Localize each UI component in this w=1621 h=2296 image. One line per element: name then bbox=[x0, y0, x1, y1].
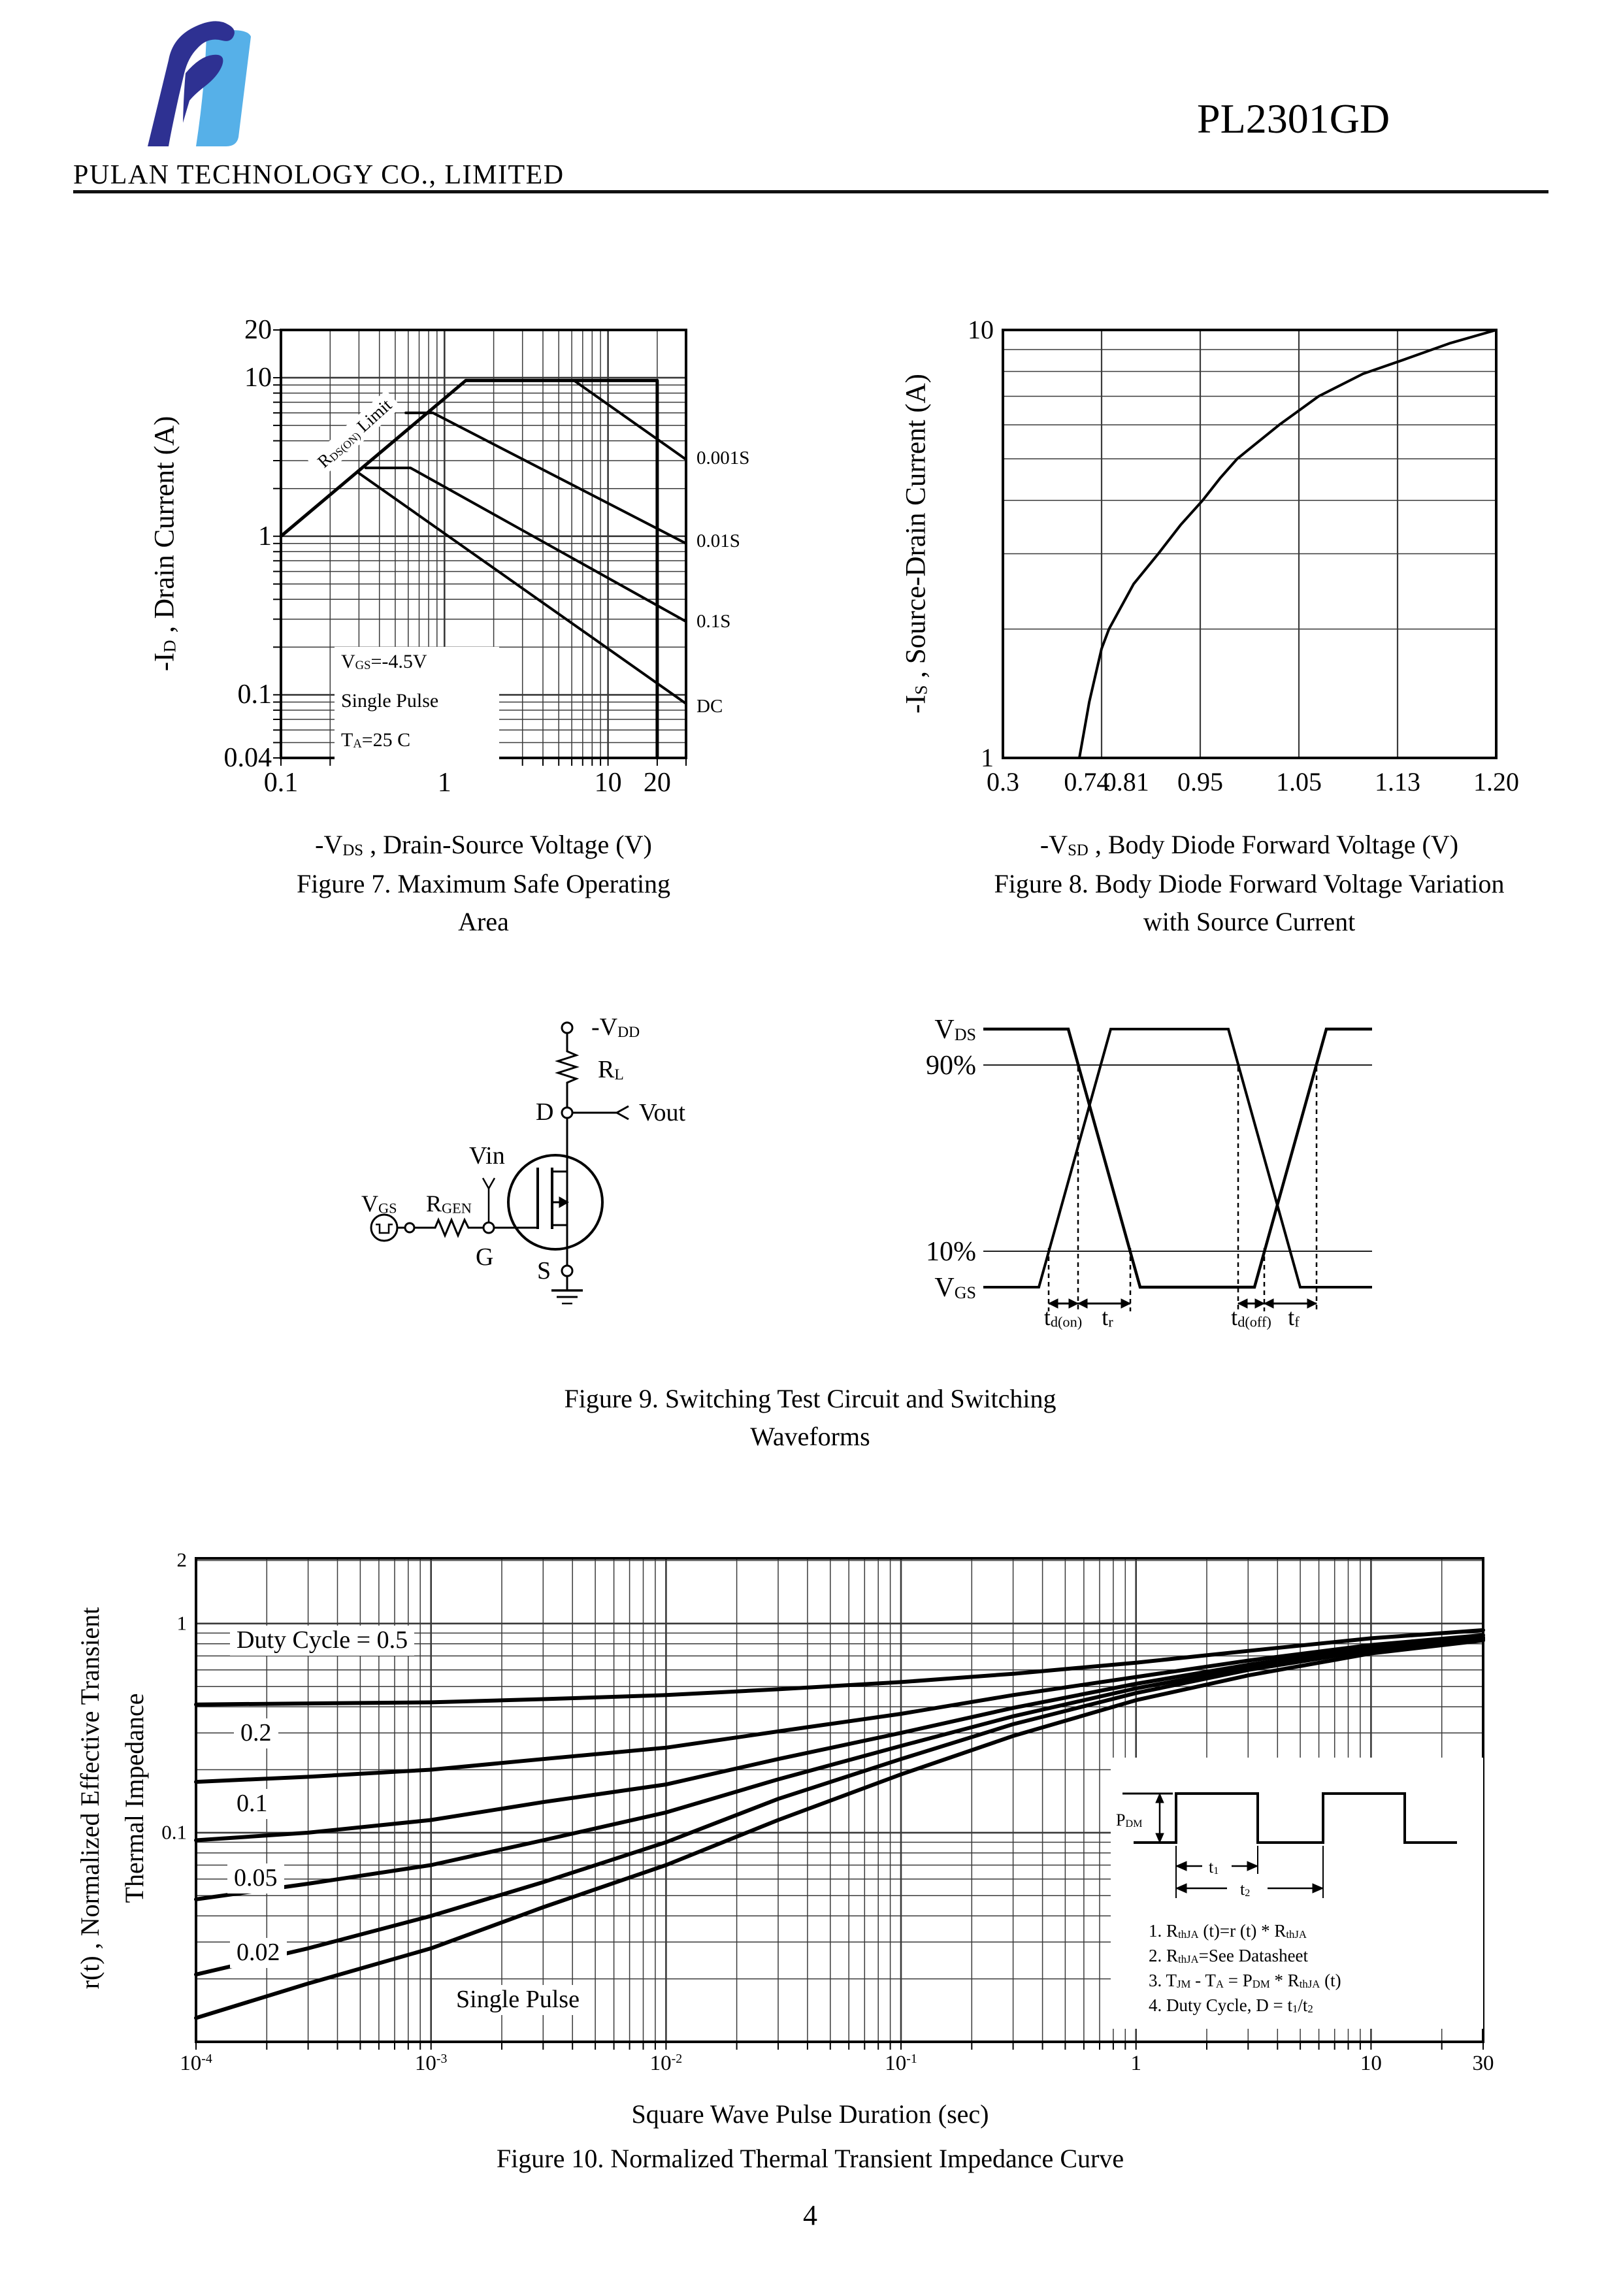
fig7-ytick: 20 bbox=[244, 314, 272, 345]
fig7-x-axis-title: -VDS , Drain-Source Voltage (V) bbox=[315, 830, 652, 859]
fig8-xtick: 1.13 bbox=[1375, 767, 1420, 796]
tr-label: tr bbox=[1102, 1304, 1113, 1330]
fig8-xtick: 0.81 bbox=[1103, 767, 1149, 796]
fig7-caption-line1: Figure 7. Maximum Safe Operating bbox=[296, 869, 671, 898]
fig10-xtick: $10^{-4}$ bbox=[180, 2052, 212, 2075]
vin-probe-icon bbox=[489, 1178, 495, 1189]
fig10-label-single-pulse: Single Pulse bbox=[450, 1985, 586, 2015]
fig7-series-pulse-0.1s bbox=[366, 468, 686, 621]
generator-terminal bbox=[405, 1223, 414, 1232]
drain-label: D bbox=[536, 1098, 554, 1126]
wave-vds-label: VDS bbox=[934, 1015, 976, 1045]
fig7-ytick: 0.1 bbox=[237, 680, 272, 710]
logo-blue-shape bbox=[196, 30, 251, 146]
fig10-xtick: 10 bbox=[1360, 2052, 1382, 2075]
inset-note-2: 2. RthJA=See Datasheet bbox=[1149, 1946, 1309, 1965]
fig8-frame bbox=[1003, 330, 1496, 758]
fig10-y-axis-title-line1: r(t) , Normalized Effective Transient bbox=[75, 1607, 105, 1990]
fig7-xtick: 10 bbox=[594, 768, 622, 798]
fig8-xtick: 0.3 bbox=[987, 767, 1019, 796]
fig8-chart bbox=[1003, 330, 1496, 758]
t2-label: t2 bbox=[1240, 1880, 1251, 1899]
fig9-caption-line1: Figure 9. Switching Test Circuit and Switching bbox=[564, 1384, 1056, 1413]
fig7-rdson-limit-label: RDS(ON) Limit bbox=[308, 389, 401, 477]
inset-note-3: 3. TJM - TA = PDM * RthJA (t) bbox=[1149, 1971, 1341, 1990]
wave-vgs-label: VGS bbox=[934, 1273, 976, 1303]
vout-probe-icon bbox=[617, 1113, 629, 1119]
fig8-xtick: 1.20 bbox=[1473, 767, 1519, 796]
vin-probe-icon bbox=[483, 1178, 489, 1189]
wave-90pct-label: 90% bbox=[926, 1051, 976, 1081]
company-logo bbox=[110, 8, 281, 159]
fig7-curve-label: 0.1S bbox=[696, 610, 731, 632]
rgen-label: RGEN bbox=[426, 1190, 472, 1217]
fig8-y-axis-title: -IS , Source-Drain Current (A) bbox=[900, 374, 932, 713]
fig9-switching-test-circuit bbox=[340, 1009, 745, 1336]
drain-node bbox=[562, 1107, 572, 1118]
fig7-ytick: 1 bbox=[258, 521, 272, 551]
fig7-xtick: 0.1 bbox=[263, 768, 299, 798]
td-on-label: td(on) bbox=[1043, 1304, 1083, 1330]
gate-label: G bbox=[476, 1243, 494, 1271]
fig8-xtick: 1.05 bbox=[1276, 767, 1322, 796]
fig10-xtick: $10^{-3}$ bbox=[414, 2052, 448, 2075]
source-node bbox=[562, 1266, 572, 1276]
wave-10pct-label: 10% bbox=[926, 1237, 976, 1267]
fig10-label-duty-0.05: 0.05 bbox=[227, 1863, 284, 1894]
fig10-label-duty-0.1: 0.1 bbox=[230, 1789, 274, 1819]
fig7-condition-ta: TA=25 C bbox=[341, 729, 411, 751]
pulse-train bbox=[1134, 1794, 1457, 1843]
pulse-source-icon bbox=[371, 1215, 397, 1241]
header-rule bbox=[73, 190, 1548, 193]
fig10-xtick: $10^{-1}$ bbox=[885, 2052, 917, 2075]
gate-node bbox=[483, 1222, 494, 1233]
vds-trace bbox=[983, 1029, 1372, 1287]
page-number: 4 bbox=[803, 2199, 817, 2231]
fig7-ytick: 0.04 bbox=[223, 742, 272, 773]
fig10-inset-box bbox=[1111, 1758, 1483, 2029]
fig7-y-axis-title: -ID , Drain Current (A) bbox=[149, 416, 180, 672]
fig8-series-body-diode-vf bbox=[1079, 330, 1496, 758]
fig10-label-duty-0.2: 0.2 bbox=[234, 1718, 278, 1748]
fig7-condition-pulse: Single Pulse bbox=[341, 690, 439, 712]
tf-label: tf bbox=[1288, 1304, 1300, 1330]
fig10-caption: Figure 10. Normalized Thermal Transient Impedance Curve bbox=[496, 2144, 1124, 2173]
fig8-caption-line2: with Source Current bbox=[1143, 907, 1356, 936]
fig10-ytick: 2 bbox=[176, 1549, 187, 1572]
vdd-terminal bbox=[562, 1023, 572, 1033]
t1-label: t1 bbox=[1209, 1858, 1219, 1877]
fig7-curve-label: 0.01S bbox=[696, 531, 740, 552]
vdd-label: -VDD bbox=[591, 1013, 640, 1041]
inset-note-1: 1. RthJA (t)=r (t) * RthJA bbox=[1149, 1921, 1307, 1941]
source-label: S bbox=[537, 1257, 551, 1285]
fig10-ytick: 0.1 bbox=[161, 1820, 187, 1844]
inset-pulse-diagram bbox=[1111, 1758, 1483, 1908]
part-number: PL2301GD bbox=[1197, 95, 1390, 142]
resistor-rl-icon bbox=[558, 1047, 576, 1087]
fig10-ytick: 1 bbox=[176, 1611, 187, 1635]
fig10-y-axis-title-line2: Thermal Impedance bbox=[120, 1693, 149, 1903]
fig8-ytick: 10 bbox=[968, 315, 994, 344]
pdm-label: PDM bbox=[1116, 1811, 1143, 1829]
fig10-label-duty-0.5: Duty Cycle = 0.5 bbox=[230, 1626, 414, 1656]
fig8-ytick: 1 bbox=[981, 743, 994, 772]
ground-icon bbox=[551, 1290, 583, 1304]
fig10-xtick: $10^{-2}$ bbox=[649, 2052, 683, 2075]
vgs-trace bbox=[983, 1029, 1372, 1287]
td-off-label: td(off) bbox=[1231, 1304, 1271, 1330]
fig7-xtick: 20 bbox=[643, 768, 671, 798]
fig8-xtick: 0.95 bbox=[1177, 767, 1223, 796]
fig7-xtick: 1 bbox=[437, 768, 451, 798]
fig7-series-pulse-0.001s bbox=[574, 380, 686, 459]
fig8-x-axis-title: -VSD , Body Diode Forward Voltage (V) bbox=[1040, 830, 1459, 859]
fig9-caption-line2: Waveforms bbox=[750, 1422, 870, 1451]
fig7-curve-label: 0.001S bbox=[696, 448, 750, 469]
fig7-caption-line2: Area bbox=[458, 907, 509, 936]
fig7-conditions-box bbox=[335, 647, 499, 770]
fig8-caption-line1: Figure 8. Body Diode Forward Voltage Variation bbox=[994, 869, 1505, 898]
vin-label: Vin bbox=[469, 1142, 505, 1170]
pdm-arrow-icon bbox=[1156, 1794, 1164, 1843]
inset-note-4: 4. Duty Cycle, D = t1/t2 bbox=[1149, 1995, 1313, 2015]
vout-label: Vout bbox=[639, 1099, 686, 1126]
fig8-grid bbox=[1003, 330, 1496, 758]
fig7-ytick: 10 bbox=[244, 363, 272, 393]
fig7-series-pulse-0.01s bbox=[406, 413, 686, 544]
fig10-x-axis-title: Square Wave Pulse Duration (sec) bbox=[631, 2099, 989, 2129]
fig10-label-duty-0.02: 0.02 bbox=[230, 1938, 287, 1968]
timing-arrows bbox=[1049, 1299, 1317, 1308]
vout-probe-icon bbox=[617, 1106, 629, 1113]
fig10-xtick: 30 bbox=[1472, 2052, 1494, 2075]
fig8-xtick: 0.74 bbox=[1064, 767, 1110, 796]
fig7-condition-vgs: VGS=-4.5V bbox=[341, 651, 427, 673]
fig9-switching-waveforms bbox=[915, 1009, 1379, 1339]
resistor-rgen-icon bbox=[431, 1220, 483, 1236]
fig10-xtick: 1 bbox=[1130, 2052, 1141, 2075]
company-name: PULAN TECHNOLOGY CO., LIMITED bbox=[73, 160, 565, 190]
vgs-label: VGS bbox=[361, 1190, 397, 1217]
rl-label: RL bbox=[598, 1056, 624, 1083]
fig7-curve-label: DC bbox=[696, 695, 723, 717]
